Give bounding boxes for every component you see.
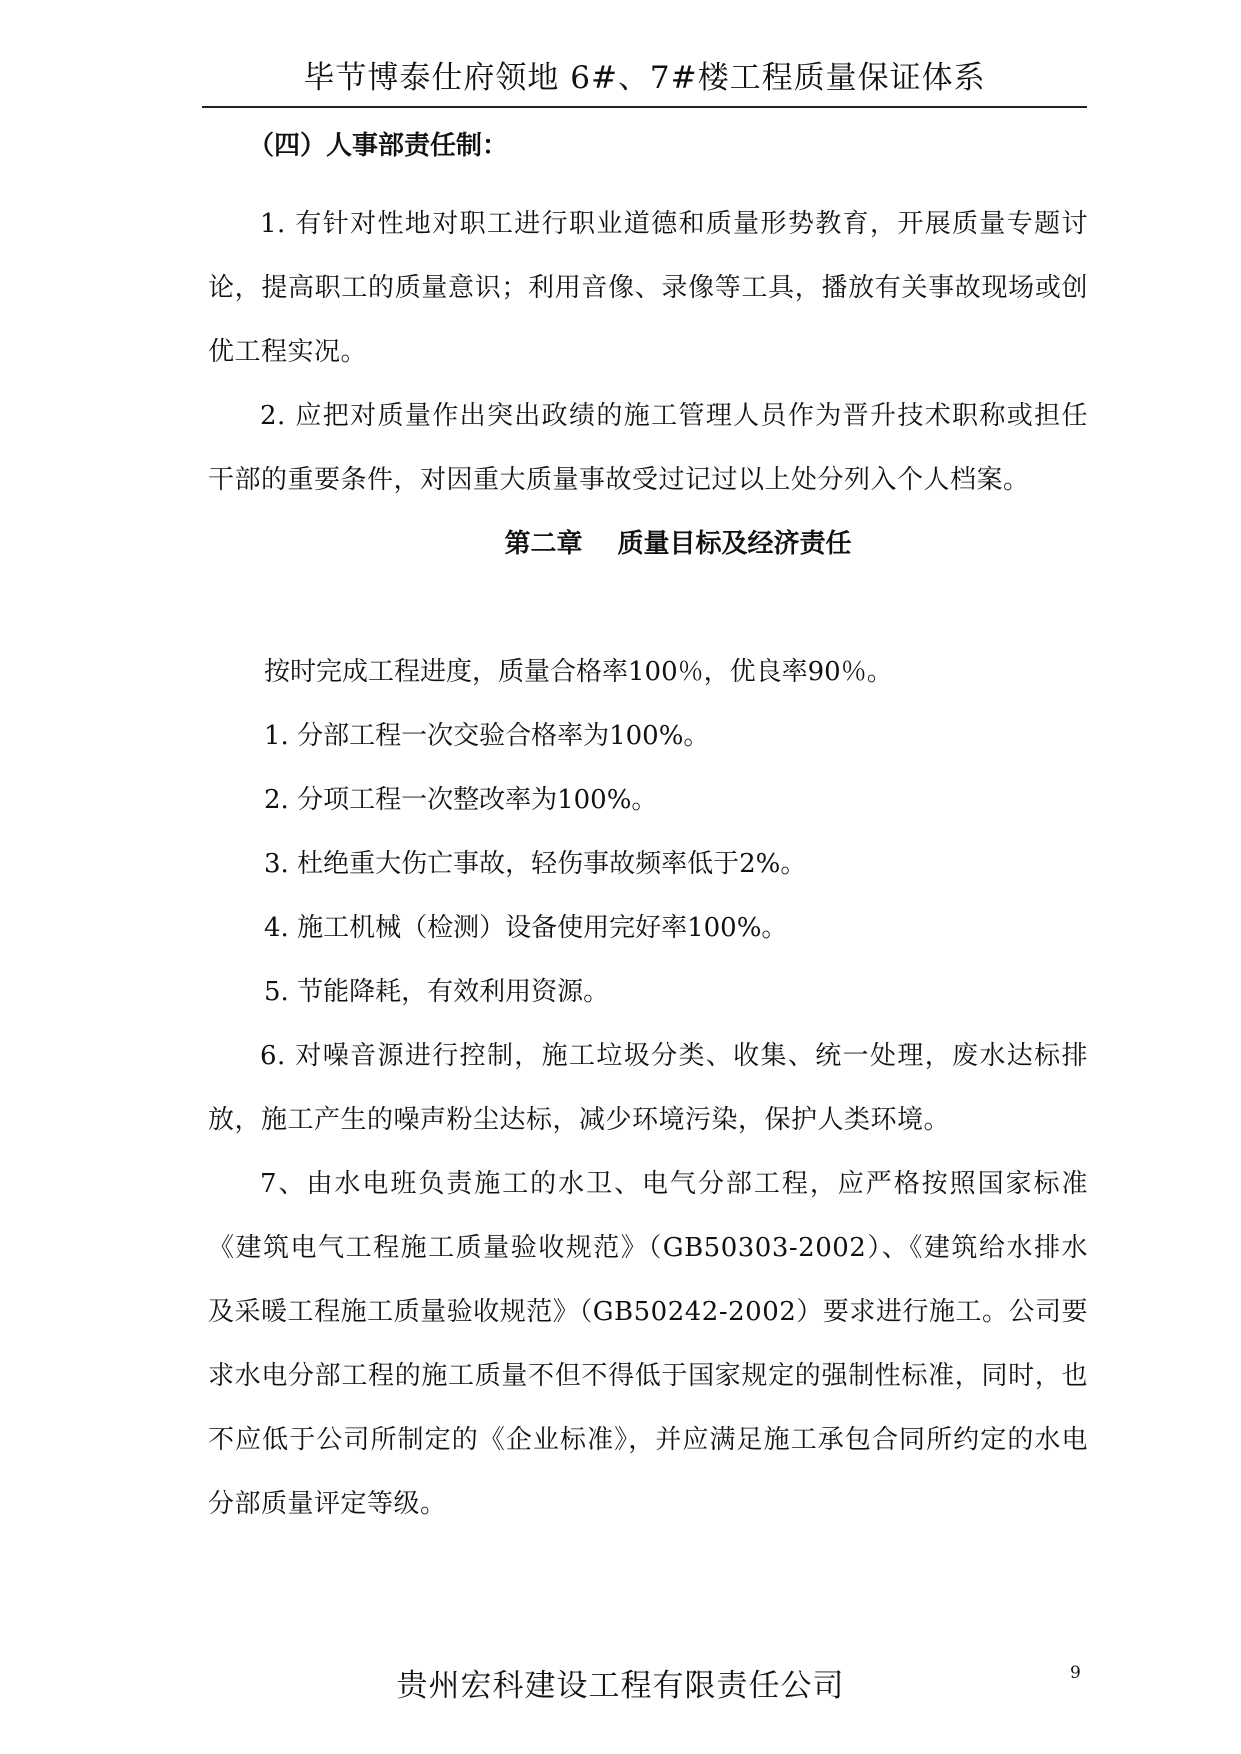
list-item: 7、由水电班负责施工的水卫、电气分部工程，应严格按照国家标准《建筑电气工程施工质量验收规范》（GB50303-2002）、《建筑给水排水及采暖工程施工质量验收规范》（GB50242-2002）要求进行施工。公司要求水电分部工程的施工质量不但不得低于国家规定的强制性标准，同时，也不应低于公司所制定的《企业标准》，并应满足施工承包合同所约定的水电分部质量评定等级。 — [208, 1169, 1088, 1519]
list-item: 1. 分部工程一次交验合格率为100%。 — [264, 721, 710, 751]
chapter-title: 第二章 质量目标及经济责任 — [504, 529, 852, 559]
list-item: 5. 节能降耗，有效利用资源。 — [264, 977, 610, 1007]
list-item: 4. 施工机械（检测）设备使用完好率100%。 — [264, 913, 788, 943]
chapter-intro: 按时完成工程进度，质量合格率100％，优良率90％。 — [264, 657, 893, 687]
page-header — [202, 50, 1087, 108]
paragraph: 2. 应把对质量作出突出政绩的施工管理人员作为晋升技术职称或担任干部的重要条件，对因重大质量事故受过记过以上处分列入个人档案。 — [208, 401, 1088, 495]
page-number: 9 — [1070, 1663, 1081, 1683]
page-footer — [0, 1660, 1241, 1705]
section-heading: （四）人事部责任制： — [248, 131, 509, 161]
header-title: 毕节博泰仕府领地 6#、7#楼工程质量保证体系 — [303, 60, 986, 96]
list-item: 3. 杜绝重大伤亡事故，轻伤事故频率低于2%。 — [264, 849, 807, 879]
paragraph: 1. 有针对性地对职工进行职业道德和质量形势教育，开展质量专题讨论，提高职工的质量意识；利用音像、录像等工具，播放有关事故现场或创优工程实况。 — [208, 209, 1088, 367]
footer-company: 贵州宏科建设工程有限责任公司 — [396, 1668, 845, 1704]
list-item: 2. 分项工程一次整改率为100%。 — [264, 785, 658, 815]
document-body — [208, 126, 1088, 1536]
list-item: 6. 对噪音源进行控制，施工垃圾分类、收集、统一处理，废水达标排放，施工产生的噪声粉尘达标，减少环境污染，保护人类环境。 — [208, 1041, 1088, 1135]
